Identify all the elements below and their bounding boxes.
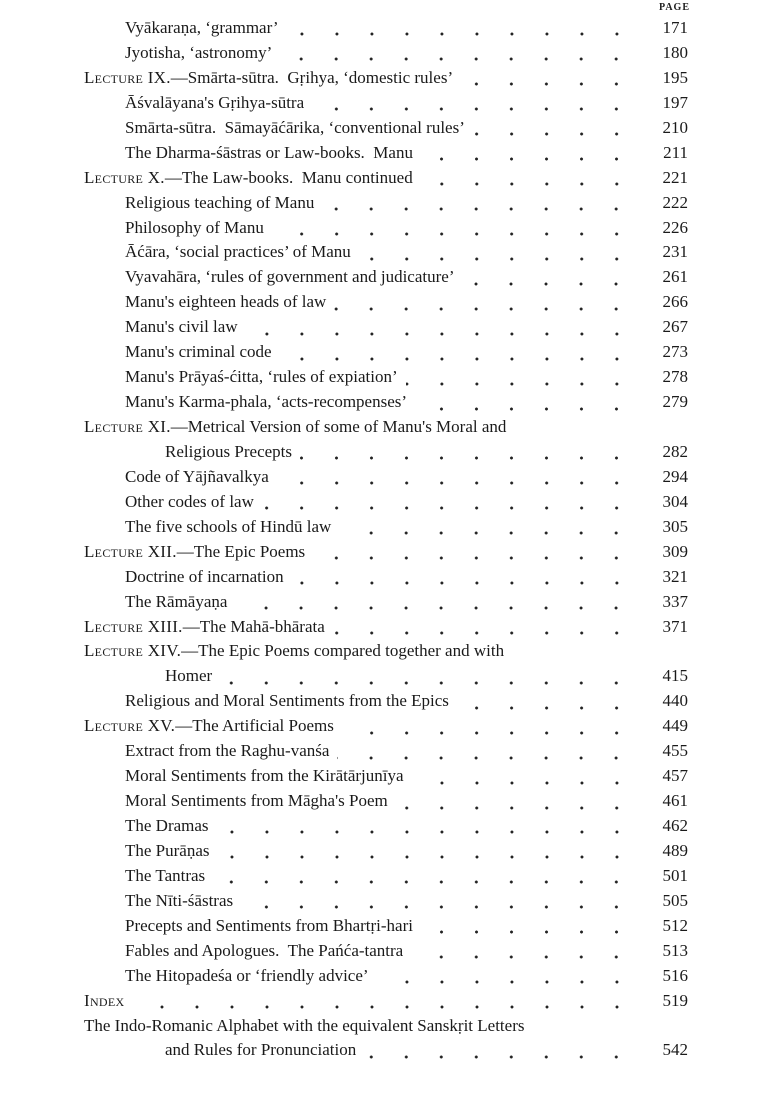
- dot-leader: [415, 405, 634, 413]
- entry-title: Manu's criminal code: [125, 342, 272, 362]
- toc-entry: [84, 741, 688, 766]
- page-number: 337: [662, 591, 688, 611]
- toc-lecture-entry: [84, 417, 688, 442]
- toc-entry: [84, 1040, 688, 1065]
- page-number: 197: [662, 92, 688, 112]
- dot-leader: [396, 804, 634, 812]
- entry-title: —The Artificial Poems: [175, 716, 334, 736]
- entry-title: —The Epic Poems: [176, 541, 306, 561]
- page-number: 273: [662, 342, 688, 362]
- entry-title: Āćāra, ‘social practices’ of Manu: [125, 242, 351, 262]
- toc-lecture-entry: [84, 168, 688, 193]
- page-number: 221: [662, 167, 688, 187]
- dot-leader: [412, 779, 634, 787]
- dot-leader: [292, 579, 634, 587]
- entry-title: The Hitopadeśa or ‘friendly advice’: [125, 965, 369, 985]
- toc-entry: [84, 891, 688, 916]
- toc-entry: [84, 592, 688, 617]
- page-number: 512: [662, 915, 688, 935]
- page-number: 266: [662, 292, 688, 312]
- entry-title: —The Mahā-bhārata: [182, 616, 325, 636]
- entry-title: Manu's eighteen heads of law: [125, 292, 327, 312]
- page-number: 309: [662, 541, 688, 561]
- dot-leader: [421, 180, 634, 188]
- dot-leader: [364, 1053, 634, 1061]
- entry-title: Fables and Apologues. The Pańća-tantra: [125, 940, 404, 960]
- page-number: 489: [662, 840, 688, 860]
- entry-title: The Indo-Romanic Alphabet with the equivalent Sanskṛit Letters: [84, 1015, 525, 1035]
- dot-leader: [217, 828, 634, 836]
- page-number: 231: [662, 242, 688, 262]
- lecture-label: Lecture XII.: [84, 541, 177, 561]
- entry-title: Doctrine of incarnation: [125, 566, 284, 586]
- entry-title: Manu's civil law: [125, 317, 238, 337]
- toc-entry: [84, 966, 688, 991]
- dot-leader: [421, 155, 634, 163]
- toc-lecture-entry: [84, 68, 688, 93]
- page-number: 210: [662, 117, 688, 137]
- entry-title: Precepts and Sentiments from Bhartṛi-hari: [125, 915, 413, 935]
- dot-leader: [246, 330, 634, 338]
- page-number: 371: [662, 616, 688, 636]
- table-of-contents: [84, 18, 688, 1065]
- lecture-label: Lecture XIII.: [84, 616, 183, 636]
- entry-title: The Dramas: [125, 816, 209, 835]
- lecture-label: Lecture XI.: [84, 417, 171, 436]
- entry-title: Vyavahāra, ‘rules of government and judicature’: [125, 267, 455, 287]
- toc-entry: [84, 392, 688, 417]
- lecture-label: Lecture X.: [84, 167, 165, 187]
- page-number: 211: [663, 142, 688, 162]
- page-number: 513: [662, 940, 688, 960]
- toc-entry: [84, 292, 688, 317]
- dot-leader: [280, 55, 634, 63]
- page-number: 457: [662, 766, 688, 786]
- toc-lecture-entry: [84, 716, 688, 741]
- entry-title: Smārta-sūtra. Sāmayāćārika, ‘conventional rules’: [125, 117, 465, 137]
- page-number: 304: [662, 491, 688, 511]
- entry-title: —Smārta-sūtra. Gṛihya, ‘domestic rules’: [170, 67, 454, 87]
- toc-lecture-entry: [84, 542, 688, 567]
- page-number: 519: [662, 990, 688, 1010]
- entry-title: —The Law-books. Manu continued: [164, 167, 413, 187]
- entry-title: Moral Sentiments from the Kirātārjunīya: [125, 766, 404, 786]
- dot-leader: [262, 504, 634, 512]
- page-number: 278: [662, 367, 688, 387]
- toc-entry: [84, 791, 688, 816]
- page-number: 195: [662, 67, 688, 87]
- entry-title: Religious teaching of Manu: [125, 192, 315, 212]
- lecture-label: Lecture IX.: [84, 67, 171, 87]
- toc-lecture-entry: [84, 641, 688, 666]
- page-number: 542: [662, 1040, 688, 1060]
- entry-title: Religious and Moral Sentiments from the Epics: [125, 691, 449, 711]
- toc-lecture-entry: [84, 617, 688, 642]
- dot-leader: [462, 280, 634, 288]
- page-number: 305: [662, 516, 688, 536]
- dot-leader: [133, 1003, 635, 1011]
- dot-leader: [280, 355, 634, 363]
- toc-entry: [84, 1016, 688, 1041]
- page-number: 282: [662, 441, 688, 461]
- entry-title: The Nīti-śāstras: [125, 890, 234, 910]
- toc-entry: [84, 342, 688, 367]
- toc-lecture-entry: [84, 991, 688, 1016]
- page-number: 440: [662, 691, 688, 711]
- dot-leader: [213, 878, 634, 886]
- page-number: 501: [662, 865, 688, 885]
- dot-leader: [235, 604, 634, 612]
- page-number: 461: [662, 791, 688, 811]
- entry-title: —Metrical Version of some of Manu's Moral and: [170, 417, 507, 436]
- dot-leader: [461, 80, 634, 88]
- toc-entry: [84, 242, 688, 267]
- page-number: 505: [662, 890, 688, 910]
- page-column-label: PAGE: [658, 2, 690, 13]
- page-number: 321: [662, 566, 688, 586]
- toc-entry: [84, 691, 688, 716]
- dot-leader: [220, 679, 634, 687]
- dot-leader: [300, 454, 634, 462]
- page-number: 267: [662, 317, 688, 337]
- page-number: 455: [662, 741, 688, 761]
- page-number: 449: [662, 716, 688, 736]
- toc-entry: [84, 841, 688, 866]
- page-number: 180: [662, 42, 688, 62]
- toc-entry: [84, 666, 688, 691]
- entry-title: Code of Yājñavalkya: [125, 466, 269, 486]
- toc-entry: [84, 218, 688, 243]
- entry-title: Other codes of law: [125, 491, 254, 511]
- entry-title: Religious Precepts: [165, 441, 293, 461]
- dot-leader: [322, 205, 634, 213]
- page-number: 222: [662, 192, 688, 212]
- entry-title: —The Epic Poems compared together and with: [181, 641, 505, 661]
- lecture-label: Index: [84, 990, 125, 1010]
- dot-leader: [272, 230, 634, 238]
- dot-leader: [377, 978, 634, 986]
- dot-leader: [333, 629, 634, 637]
- toc-entry: [84, 118, 688, 143]
- toc-entry: [84, 916, 688, 941]
- entry-title: Āśvalāyana's Gṛihya-sūtra: [125, 92, 305, 112]
- toc-entry: [84, 567, 688, 592]
- page-number: 294: [662, 466, 688, 486]
- dot-leader: [313, 554, 634, 562]
- toc-entry: [84, 816, 688, 841]
- dot-leader: [359, 255, 634, 263]
- entry-title: The Purāṇas: [125, 840, 210, 860]
- dot-leader: [337, 754, 634, 762]
- entry-title: Jyotisha, ‘astronomy’: [125, 42, 273, 62]
- page-number: 226: [662, 217, 688, 237]
- toc-entry: [84, 18, 688, 43]
- dot-leader: [421, 928, 634, 936]
- toc-entry: [84, 941, 688, 966]
- dot-leader: [406, 380, 634, 388]
- toc-entry: [84, 267, 688, 292]
- entry-title: and Rules for Pronunciation: [165, 1040, 357, 1060]
- toc-entry: [84, 467, 688, 492]
- dot-leader: [457, 704, 634, 712]
- dot-leader: [312, 105, 634, 113]
- toc-entry: [84, 317, 688, 342]
- toc-entry: [84, 442, 688, 467]
- toc-entry: [84, 367, 688, 392]
- toc-entry: [84, 866, 688, 891]
- entry-title: The Dharma-śāstras or Law-books. Manu: [125, 142, 413, 162]
- entry-title: Manu's Prāyaś-ćitta, ‘rules of expiation’: [125, 367, 398, 387]
- lecture-label: Lecture XV.: [84, 716, 176, 736]
- page-number: 261: [662, 267, 688, 287]
- toc-entry: [84, 193, 688, 218]
- dot-leader: [339, 529, 634, 537]
- entry-title: The Tantras: [125, 865, 206, 885]
- dot-leader: [287, 30, 634, 38]
- page-number: 516: [662, 965, 688, 985]
- entry-title: Homer: [165, 666, 213, 686]
- toc-entry: [84, 143, 688, 168]
- entry-title: Moral Sentiments from Māgha's Poem: [125, 791, 388, 811]
- toc-entry: [84, 43, 688, 68]
- dot-leader: [473, 130, 634, 138]
- page-number: 279: [662, 392, 688, 412]
- toc-entry: [84, 517, 688, 542]
- dot-leader: [241, 903, 634, 911]
- dot-leader: [342, 729, 634, 737]
- entry-title: Vyākaraṇa, ‘grammar’: [125, 18, 279, 37]
- entry-title: The Rāmāyaṇa: [125, 591, 228, 611]
- entry-title: The five schools of Hindū law: [125, 516, 332, 536]
- entry-title: Extract from the Raghu-vanśa: [125, 741, 330, 761]
- dot-leader: [218, 853, 634, 861]
- dot-leader: [277, 479, 634, 487]
- dot-leader: [334, 305, 634, 313]
- toc-entry: [84, 766, 688, 791]
- page-number: 415: [662, 666, 688, 686]
- toc-entry: [84, 492, 688, 517]
- page-number: 171: [662, 18, 688, 37]
- dot-leader: [411, 953, 634, 961]
- page-number: 462: [662, 816, 688, 835]
- toc-entry: [84, 93, 688, 118]
- lecture-label: Lecture XIV.: [84, 641, 182, 661]
- entry-title: Manu's Karma-phala, ‘acts-recompenses’: [125, 392, 408, 412]
- entry-title: Philosophy of Manu: [125, 217, 264, 237]
